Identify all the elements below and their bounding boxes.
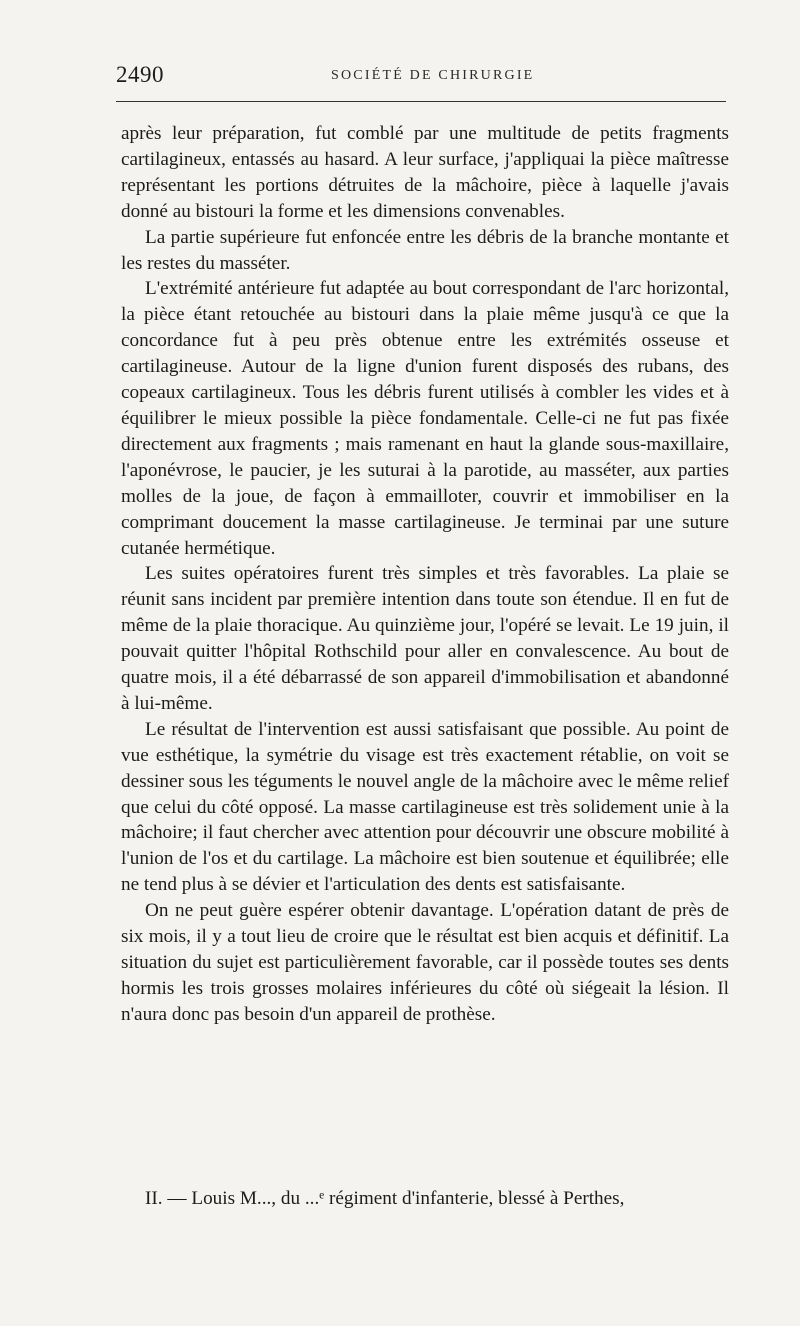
page-number: 2490 [116,62,164,87]
case-heading: II. — Louis M..., du ...ᵉ régiment d'infanterie, blessé à Perthes, [145,1188,625,1209]
paragraph: après leur préparation, fut comblé par une multitude de petits fragments cartilagineux, entassés au hasard. A leur surface, j'appliquai la pièce maîtresse représentant les portions détruites de la mâchoire, pièce à laquelle j'avais donné au bistouri la forme et les dimensions convenables. [121,123,729,222]
paragraph: La partie supérieure fut enfoncée entre les débris de la branche montante et les restes du masséter. [121,226,729,274]
running-head: SOCIÉTÉ DE CHIRURGIE [331,68,535,83]
header-rule [116,101,726,102]
paragraph: Les suites opératoires furent très simples et très favorables. La plaie se réunit sans incident par première intention dans toute son étendue. Il en fut de même de la plaie thoracique. Au quinzième jour, l'opéré se levait. Le 19 juin, il pouvait quitter l'hôpital Rothschild pour aller en convalescence. Au bout de quatre mois, il a été débarrassé de son appareil d'immobilisation et abandonné à lui-même. [121,563,729,714]
page-header [116,62,726,98]
paragraph: Le résultat de l'intervention est aussi satisfaisant que possible. Au point de vue esthétique, la symétrie du visage est très exactement rétablie, on voit se dessiner sous les téguments le nouvel angle de la mâchoire avec le même relief que celui du côté opposé. La masse cartilagineuse est très solidement unie à la mâchoire; il faut chercher avec attention pour découvrir une obscure mobilité à l'union de l'os et du cartilage. La mâchoire est bien soutenue et équilibrée; elle ne tend plus à se dévier et l'articulation des dents est satisfaisante. [121,718,729,896]
paragraph: On ne peut guère espérer obtenir davantage. L'opération datant de près de six mois, il y a tout lieu de croire que le résultat est bien acquis et définitif. La situation du sujet est particulièrement favorable, car il possède toutes ses dents hormis les trois grosses molaires inférieures du côté où siégeait la lésion. Il n'aura donc pas besoin d'un appareil de prothèse. [121,900,729,1025]
body-text [121,121,729,1209]
paragraph: L'extrémité antérieure fut adaptée au bout correspondant de l'arc horizontal, la pièce étant retouchée au bistouri dans la plaie même jusqu'à ce que la concordance fut à peu près obtenue entre les extrémités osseuse et cartilagineuse. Autour de la ligne d'union furent disposés des rubans, des copeaux cartilagineux. Tous les débris furent utilisés à combler les vides et à équilibrer le mieux possible la pièce fondamentale. Celle-ci ne fut pas fixée directement aux fragments ; mais ramenant en haut la glande sous-maxillaire, l'aponévrose, le paucier, je les suturai à la parotide, au masséter, aux parties molles de la joue, de façon à emmailloter, couvrir et immobiliser en la comprimant doucement la masse cartilagineuse. Je terminai par une suture cutanée hermétique. [121,278,729,559]
